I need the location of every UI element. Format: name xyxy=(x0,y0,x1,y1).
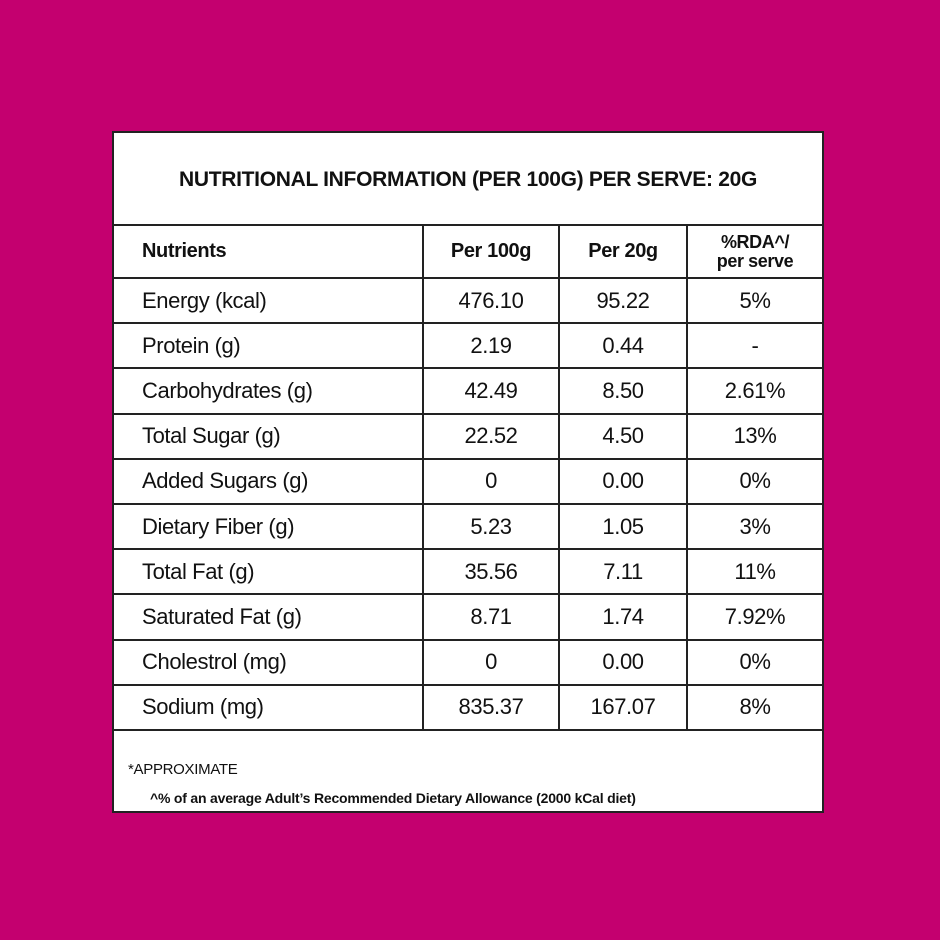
value-per-100g: 0 xyxy=(423,640,559,685)
table-row xyxy=(114,323,822,368)
value-rda: 13% xyxy=(687,414,822,459)
table-row xyxy=(114,594,822,639)
value-per-100g: 835.37 xyxy=(423,685,559,730)
value-rda: 8% xyxy=(687,685,822,730)
rda-footnote: ^% of an average Adult’s Recommended Dietary Allowance (2000 kCal diet) xyxy=(150,790,636,806)
value-per-20g: 167.07 xyxy=(559,685,687,730)
value-rda: - xyxy=(687,323,822,368)
table-row xyxy=(114,549,822,594)
header-rda-line2: per serve xyxy=(716,250,794,271)
panel-title: NUTRITIONAL INFORMATION (PER 100G) PER SERVE: 20G xyxy=(114,133,822,226)
nutrition-table xyxy=(114,226,822,731)
table-row xyxy=(114,278,822,323)
nutrient-name: Added Sugars (g) xyxy=(114,459,423,504)
table-header-row xyxy=(114,226,822,278)
table-row xyxy=(114,685,822,730)
header-per-20g: Per 20g xyxy=(559,226,687,278)
table-row xyxy=(114,414,822,459)
value-per-20g: 8.50 xyxy=(559,368,687,413)
value-per-20g: 1.74 xyxy=(559,594,687,639)
value-per-100g: 22.52 xyxy=(423,414,559,459)
value-rda: 0% xyxy=(687,640,822,685)
header-per-100g: Per 100g xyxy=(423,226,559,278)
nutrient-name: Carbohydrates (g) xyxy=(114,368,423,413)
value-rda: 2.61% xyxy=(687,368,822,413)
value-per-100g: 8.71 xyxy=(423,594,559,639)
nutrient-name: Cholestrol (mg) xyxy=(114,640,423,685)
header-nutrients: Nutrients xyxy=(114,226,423,278)
value-per-100g: 476.10 xyxy=(423,278,559,323)
value-rda: 5% xyxy=(687,278,822,323)
value-rda: 11% xyxy=(687,549,822,594)
value-per-100g: 35.56 xyxy=(423,549,559,594)
nutrient-name: Total Fat (g) xyxy=(114,549,423,594)
value-rda: 3% xyxy=(687,504,822,549)
nutrition-panel xyxy=(112,131,824,813)
value-per-100g: 0 xyxy=(423,459,559,504)
table-row xyxy=(114,504,822,549)
value-per-20g: 7.11 xyxy=(559,549,687,594)
value-rda: 7.92% xyxy=(687,594,822,639)
value-per-100g: 42.49 xyxy=(423,368,559,413)
nutrient-name: Total Sugar (g) xyxy=(114,414,423,459)
value-rda: 0% xyxy=(687,459,822,504)
nutrient-name: Dietary Fiber (g) xyxy=(114,504,423,549)
nutrient-name: Protein (g) xyxy=(114,323,423,368)
value-per-20g: 95.22 xyxy=(559,278,687,323)
table-row xyxy=(114,459,822,504)
approximate-note: *APPROXIMATE xyxy=(128,761,238,778)
table-row xyxy=(114,640,822,685)
nutrient-name: Energy (kcal) xyxy=(114,278,423,323)
value-per-100g: 5.23 xyxy=(423,504,559,549)
nutrient-name: Sodium (mg) xyxy=(114,685,423,730)
value-per-20g: 4.50 xyxy=(559,414,687,459)
header-rda-line1: %RDA^/ xyxy=(720,231,790,252)
value-per-20g: 0.44 xyxy=(559,323,687,368)
nutrient-name: Saturated Fat (g) xyxy=(114,594,423,639)
table-row xyxy=(114,368,822,413)
value-per-20g: 0.00 xyxy=(559,640,687,685)
value-per-20g: 1.05 xyxy=(559,504,687,549)
value-per-20g: 0.00 xyxy=(559,459,687,504)
header-rda xyxy=(687,226,822,278)
value-per-100g: 2.19 xyxy=(423,323,559,368)
